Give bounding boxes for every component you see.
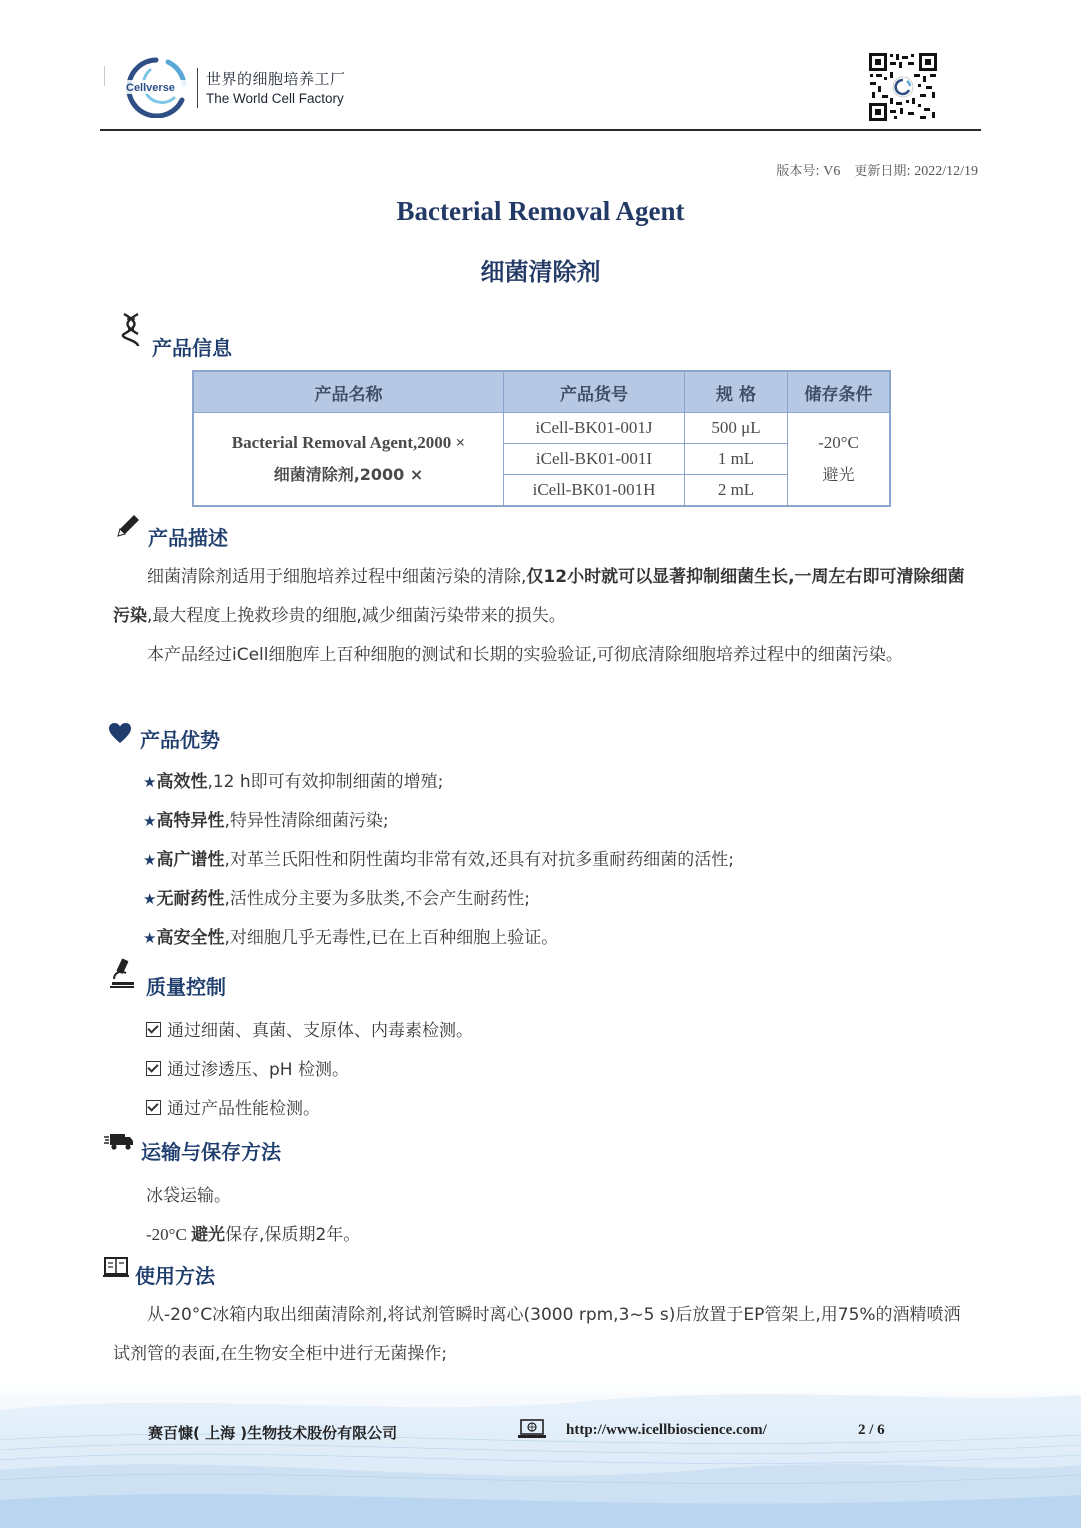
table-row [193, 413, 890, 444]
checkbox-checked-icon [146, 1100, 161, 1115]
footer-url-link[interactable]: http://www.icellbioscience.com/ [566, 1422, 767, 1438]
section-heading-usage: 使用方法 [135, 1264, 215, 1288]
checkbox-checked-icon [146, 1061, 161, 1076]
computer-icon [518, 1419, 546, 1439]
slogan-en: The World Cell Factory [206, 91, 344, 106]
quality-item: 通过细菌、真菌、支原体、内毒素检测。 [146, 1016, 473, 1041]
dna-icon [120, 312, 142, 348]
product-spec: 1 mL [685, 444, 788, 475]
advantage-item: ★高效性,12 h即可有效抑制细菌的增殖; [143, 772, 444, 792]
product-code: iCell-BK01-001H [504, 475, 685, 507]
microscope-icon [108, 957, 136, 989]
section-heading-product-info: 产品信息 [152, 336, 232, 360]
qr-code-icon[interactable] [868, 52, 938, 122]
quality-item: 通过渗透压、pH 检测。 [146, 1055, 349, 1080]
footer-company: 赛百慷( 上海 )生物技术股份有限公司 [148, 1424, 398, 1442]
header-left-mark [104, 66, 105, 86]
section-heading-advantages: 产品优势 [140, 728, 220, 752]
description-paragraph-1: 细菌清除剂适用于细胞培养过程中细菌污染的清除,仅12小时就可以显著抑制细菌生长,一周左右即可清除细菌污染,最大程度上挽救珍贵的细胞,减少细菌污染带来的损失。 [113, 567, 965, 626]
advantage-item: ★高安全性,对细胞几乎无毒性,已在上百种细胞上验证。 [143, 928, 559, 948]
svg-text:Cellverse: Cellverse [126, 82, 175, 94]
shipping-line-2: -20°C 避光保存,保质期2年。 [146, 1225, 361, 1245]
star-icon: ★ [143, 851, 157, 869]
checkbox-checked-icon [146, 1022, 161, 1037]
column-header: 储存条件 [788, 371, 891, 413]
storage-note: 避光 [822, 465, 855, 484]
product-spec: 2 mL [685, 475, 788, 507]
slogan-cn: 世界的细胞培养工厂 [206, 70, 346, 88]
product-spec: 500 μL [685, 413, 788, 444]
star-icon: ★ [143, 773, 157, 791]
description-paragraph-2: 本产品经过iCell细胞库上百种细胞的测试和长期的实验验证,可彻底清除细胞培养过程中的细菌污染。 [147, 645, 903, 665]
pencil-icon [115, 513, 141, 539]
title-cn: 细菌清除剂 [480, 258, 601, 286]
quality-item: 通过产品性能检测。 [146, 1094, 320, 1119]
title-en: Bacterial Removal Agent [396, 196, 685, 226]
star-icon: ★ [143, 929, 157, 947]
shipping-line-1: 冰袋运输。 [146, 1186, 231, 1206]
storage-cell [788, 413, 891, 507]
product-name-en: Bacterial Removal Agent,2000 × [231, 433, 466, 452]
logo-divider [197, 68, 198, 108]
column-header: 产品名称 [193, 371, 504, 413]
footer-wave-background [0, 1380, 1081, 1528]
product-info-table [192, 370, 891, 507]
product-name-cn: 细菌清除剂,2000 × [273, 465, 424, 484]
page-number: 2 / 6 [858, 1422, 885, 1438]
product-code: iCell-BK01-001I [504, 444, 685, 475]
book-icon [103, 1256, 129, 1278]
column-header: 产品货号 [504, 371, 685, 413]
section-heading-shipping: 运输与保存方法 [141, 1140, 281, 1164]
advantage-item: ★高广谱性,对革兰氏阳性和阴性菌均非常有效,还具有对抗多重耐药细菌的活性; [143, 850, 734, 870]
heart-icon [108, 722, 132, 744]
truck-icon [104, 1132, 134, 1152]
usage-paragraph-1: 从-20°C冰箱内取出细菌清除剂,将试剂管瞬时离心(3000 rpm,3~5 s)后放置于EP管架上,用75%的酒精喷洒试剂管的表面,在生物安全柜中进行无菌操作; [113, 1305, 961, 1364]
product-name-cell [193, 413, 504, 507]
version-info: 版本号: V6 更新日期: 2022/12/19 [776, 164, 978, 179]
column-header: 规 格 [685, 371, 788, 413]
section-heading-description: 产品描述 [148, 526, 228, 550]
star-icon: ★ [143, 890, 157, 908]
header-rule [100, 129, 981, 131]
star-icon: ★ [143, 812, 157, 830]
storage-temp: -20°C [818, 433, 859, 452]
table-header-row [193, 371, 890, 413]
section-heading-quality: 质量控制 [146, 975, 226, 999]
advantage-item: ★无耐药性,活性成分主要为多肽类,不会产生耐药性; [143, 889, 530, 909]
product-code: iCell-BK01-001J [504, 413, 685, 444]
cellverse-logo [120, 54, 192, 118]
advantage-item: ★高特异性,特异性清除细菌污染; [143, 811, 389, 831]
